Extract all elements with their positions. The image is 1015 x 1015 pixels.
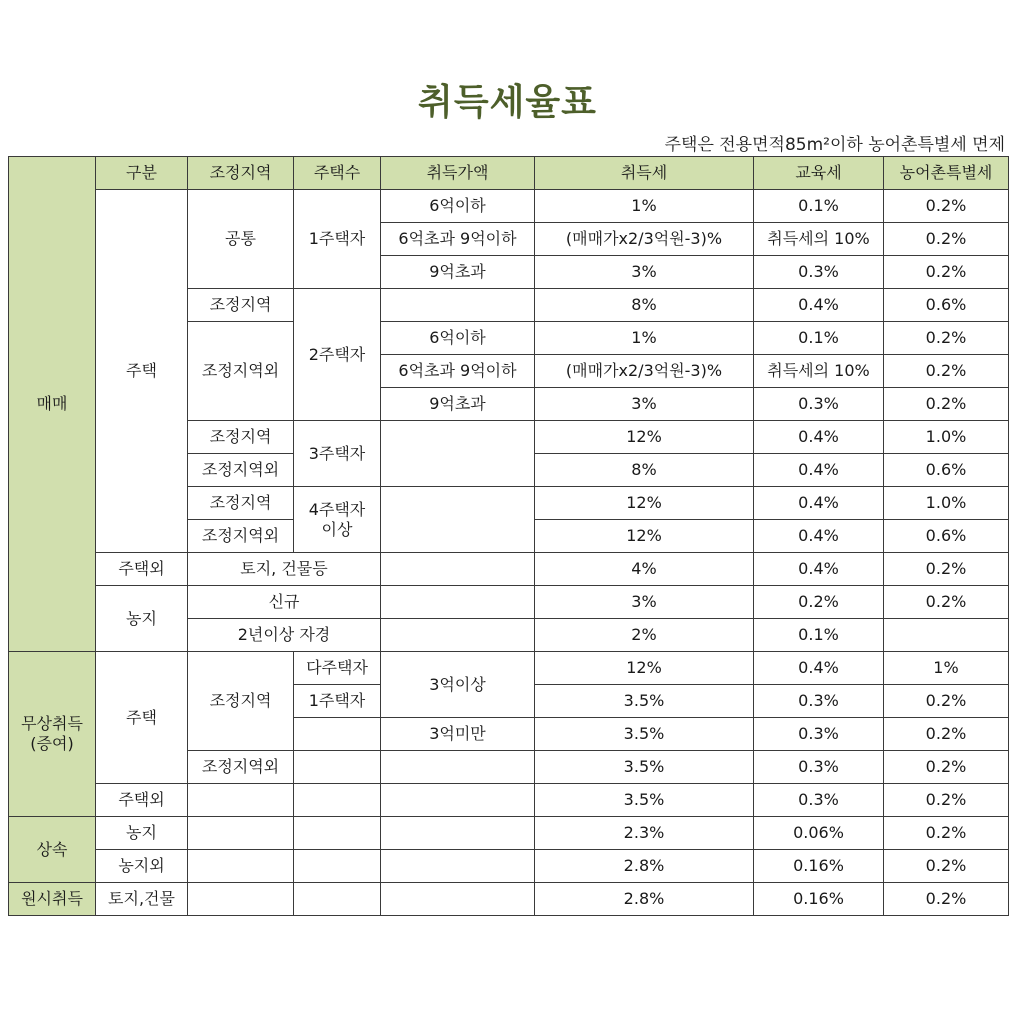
acq-tax: 12%	[535, 487, 754, 520]
region-non-adjusted: 조정지역외	[188, 520, 294, 553]
category-non-housing: 주택외	[96, 553, 188, 586]
price-range	[381, 883, 535, 916]
header-cell: 구분	[96, 157, 188, 190]
edu-tax: 0.06%	[754, 817, 884, 850]
acq-tax: 1%	[535, 322, 754, 355]
header-cell: 농어촌특별세	[884, 157, 1009, 190]
price-range	[381, 850, 535, 883]
price-range	[381, 487, 535, 553]
price-range: 3억이상	[381, 652, 535, 718]
rural-tax: 0.2%	[884, 850, 1009, 883]
rural-tax: 0.2%	[884, 817, 1009, 850]
edu-tax: 0.1%	[754, 322, 884, 355]
house-count: 1주택자	[294, 685, 381, 718]
acq-tax: 3.5%	[535, 751, 754, 784]
acq-tax: 3.5%	[535, 685, 754, 718]
rural-tax: 0.2%	[884, 751, 1009, 784]
gift-line2: (증여)	[30, 734, 74, 753]
header-cell: 취득가액	[381, 157, 535, 190]
rural-tax: 0.2%	[884, 586, 1009, 619]
header-row	[9, 157, 1009, 190]
rural-tax: 0.6%	[884, 289, 1009, 322]
price-range: 9억초과	[381, 256, 535, 289]
house-count	[294, 883, 381, 916]
rural-tax: 0.2%	[884, 553, 1009, 586]
edu-tax: 취득세의 10%	[754, 355, 884, 388]
header-cell: 취득세	[535, 157, 754, 190]
rural-tax: 0.6%	[884, 520, 1009, 553]
acq-tax: 8%	[535, 289, 754, 322]
table-row	[9, 652, 1009, 685]
edu-tax: 0.4%	[754, 520, 884, 553]
edu-tax: 0.16%	[754, 883, 884, 916]
price-range	[381, 817, 535, 850]
category-farmland: 농지	[96, 817, 188, 850]
edu-tax: 0.3%	[754, 685, 884, 718]
table-row	[9, 817, 1009, 850]
edu-tax: 취득세의 10%	[754, 223, 884, 256]
table-row	[9, 586, 1009, 619]
region	[188, 883, 294, 916]
house-count	[294, 784, 381, 817]
region	[188, 850, 294, 883]
rural-tax: 1.0%	[884, 421, 1009, 454]
edu-tax: 0.4%	[754, 454, 884, 487]
category-non-housing: 주택외	[96, 784, 188, 817]
edu-tax: 0.3%	[754, 784, 884, 817]
house-count	[294, 487, 381, 553]
rural-tax: 0.2%	[884, 223, 1009, 256]
table-row	[9, 850, 1009, 883]
edu-tax: 0.3%	[754, 256, 884, 289]
house4-line2: 이상	[321, 519, 353, 539]
house-count: 2주택자	[294, 289, 381, 421]
rural-tax: 0.2%	[884, 883, 1009, 916]
edu-tax: 0.4%	[754, 487, 884, 520]
rural-tax: 0.2%	[884, 322, 1009, 355]
region-non-adjusted: 조정지역외	[188, 454, 294, 487]
acq-tax: 3.5%	[535, 718, 754, 751]
house-count	[294, 817, 381, 850]
farmland-new: 신규	[188, 586, 381, 619]
edu-tax: 0.16%	[754, 850, 884, 883]
edu-tax: 0.4%	[754, 553, 884, 586]
price-range	[381, 553, 535, 586]
acq-tax: 2.8%	[535, 850, 754, 883]
header-cell: 교육세	[754, 157, 884, 190]
region-adjusted: 조정지역	[188, 421, 294, 454]
house-count	[294, 850, 381, 883]
acq-tax: 12%	[535, 652, 754, 685]
acq-tax: 1%	[535, 190, 754, 223]
acq-tax: 8%	[535, 454, 754, 487]
rural-tax: 0.2%	[884, 256, 1009, 289]
rural-tax: 0.2%	[884, 718, 1009, 751]
house4-line1: 4주택자	[308, 499, 366, 519]
rural-tax: 0.2%	[884, 388, 1009, 421]
house-count	[294, 718, 381, 751]
group-gift	[9, 652, 96, 817]
price-range	[381, 784, 535, 817]
rural-tax: 0.2%	[884, 685, 1009, 718]
price-range: 3억미만	[381, 718, 535, 751]
edu-tax: 0.4%	[754, 652, 884, 685]
acq-tax: 2.8%	[535, 883, 754, 916]
group-inheritance: 상속	[9, 817, 96, 883]
house-count	[294, 751, 381, 784]
acq-tax: (매매가x2/3억원-3)%	[535, 223, 754, 256]
rural-tax: 0.2%	[884, 355, 1009, 388]
price-range: 6억이하	[381, 322, 535, 355]
acq-tax: 3%	[535, 586, 754, 619]
acq-tax: 3%	[535, 256, 754, 289]
house-count: 1주택자	[294, 190, 381, 289]
region	[188, 784, 294, 817]
house-count: 3주택자	[294, 421, 381, 487]
rural-tax: 0.6%	[884, 454, 1009, 487]
edu-tax: 0.3%	[754, 751, 884, 784]
table-row	[9, 190, 1009, 223]
category-land-building: 토지,건물	[96, 883, 188, 916]
price-range	[381, 421, 535, 487]
price-range: 6억초과 9억이하	[381, 223, 535, 256]
rural-tax	[884, 619, 1009, 652]
region-non-adjusted: 조정지역외	[188, 751, 294, 784]
header-cell: 주택수	[294, 157, 381, 190]
category-housing: 주택	[96, 652, 188, 784]
table-row	[9, 784, 1009, 817]
edu-tax: 0.1%	[754, 190, 884, 223]
gift-line1: 무상취득	[21, 714, 83, 733]
acq-tax: (매매가x2/3억원-3)%	[535, 355, 754, 388]
price-range	[381, 751, 535, 784]
farmland-self-cultivated: 2년이상 자경	[188, 619, 381, 652]
edu-tax: 0.3%	[754, 718, 884, 751]
house-count: 다주택자	[294, 652, 381, 685]
acq-tax: 3.5%	[535, 784, 754, 817]
acq-tax: 4%	[535, 553, 754, 586]
price-range: 9억초과	[381, 388, 535, 421]
price-range: 6억초과 9억이하	[381, 355, 535, 388]
region-adjusted: 조정지역	[188, 487, 294, 520]
edu-tax: 0.3%	[754, 388, 884, 421]
price-range	[381, 289, 535, 322]
page-title: 취득세율표	[418, 82, 597, 123]
price-range: 6억이하	[381, 190, 535, 223]
category-housing: 주택	[96, 190, 188, 553]
region-adjusted: 조정지역	[188, 652, 294, 751]
edu-tax: 0.4%	[754, 289, 884, 322]
acq-tax: 2.3%	[535, 817, 754, 850]
header-cell: 조정지역	[188, 157, 294, 190]
region-common: 공통	[188, 190, 294, 289]
region-adjusted: 조정지역	[188, 289, 294, 322]
price-range	[381, 619, 535, 652]
group-maemae: 매매	[9, 157, 96, 652]
category-non-farmland: 농지외	[96, 850, 188, 883]
table-row	[9, 883, 1009, 916]
region-non-adjusted: 조정지역외	[188, 322, 294, 421]
rural-tax: 1%	[884, 652, 1009, 685]
group-original-acquisition: 원시취득	[9, 883, 96, 916]
price-range	[381, 586, 535, 619]
rural-tax: 0.2%	[884, 784, 1009, 817]
land-building: 토지, 건물등	[188, 553, 381, 586]
edu-tax: 0.1%	[754, 619, 884, 652]
category-farmland: 농지	[96, 586, 188, 652]
exemption-note: 주택은 전용면적85m²이하 농어촌특별세 면제	[664, 135, 1005, 155]
acquisition-tax-table	[8, 156, 1009, 916]
acq-tax: 2%	[535, 619, 754, 652]
table-row	[9, 553, 1009, 586]
acq-tax: 3%	[535, 388, 754, 421]
acq-tax: 12%	[535, 520, 754, 553]
rural-tax: 0.2%	[884, 190, 1009, 223]
edu-tax: 0.2%	[754, 586, 884, 619]
region	[188, 817, 294, 850]
acq-tax: 12%	[535, 421, 754, 454]
rural-tax: 1.0%	[884, 487, 1009, 520]
edu-tax: 0.4%	[754, 421, 884, 454]
